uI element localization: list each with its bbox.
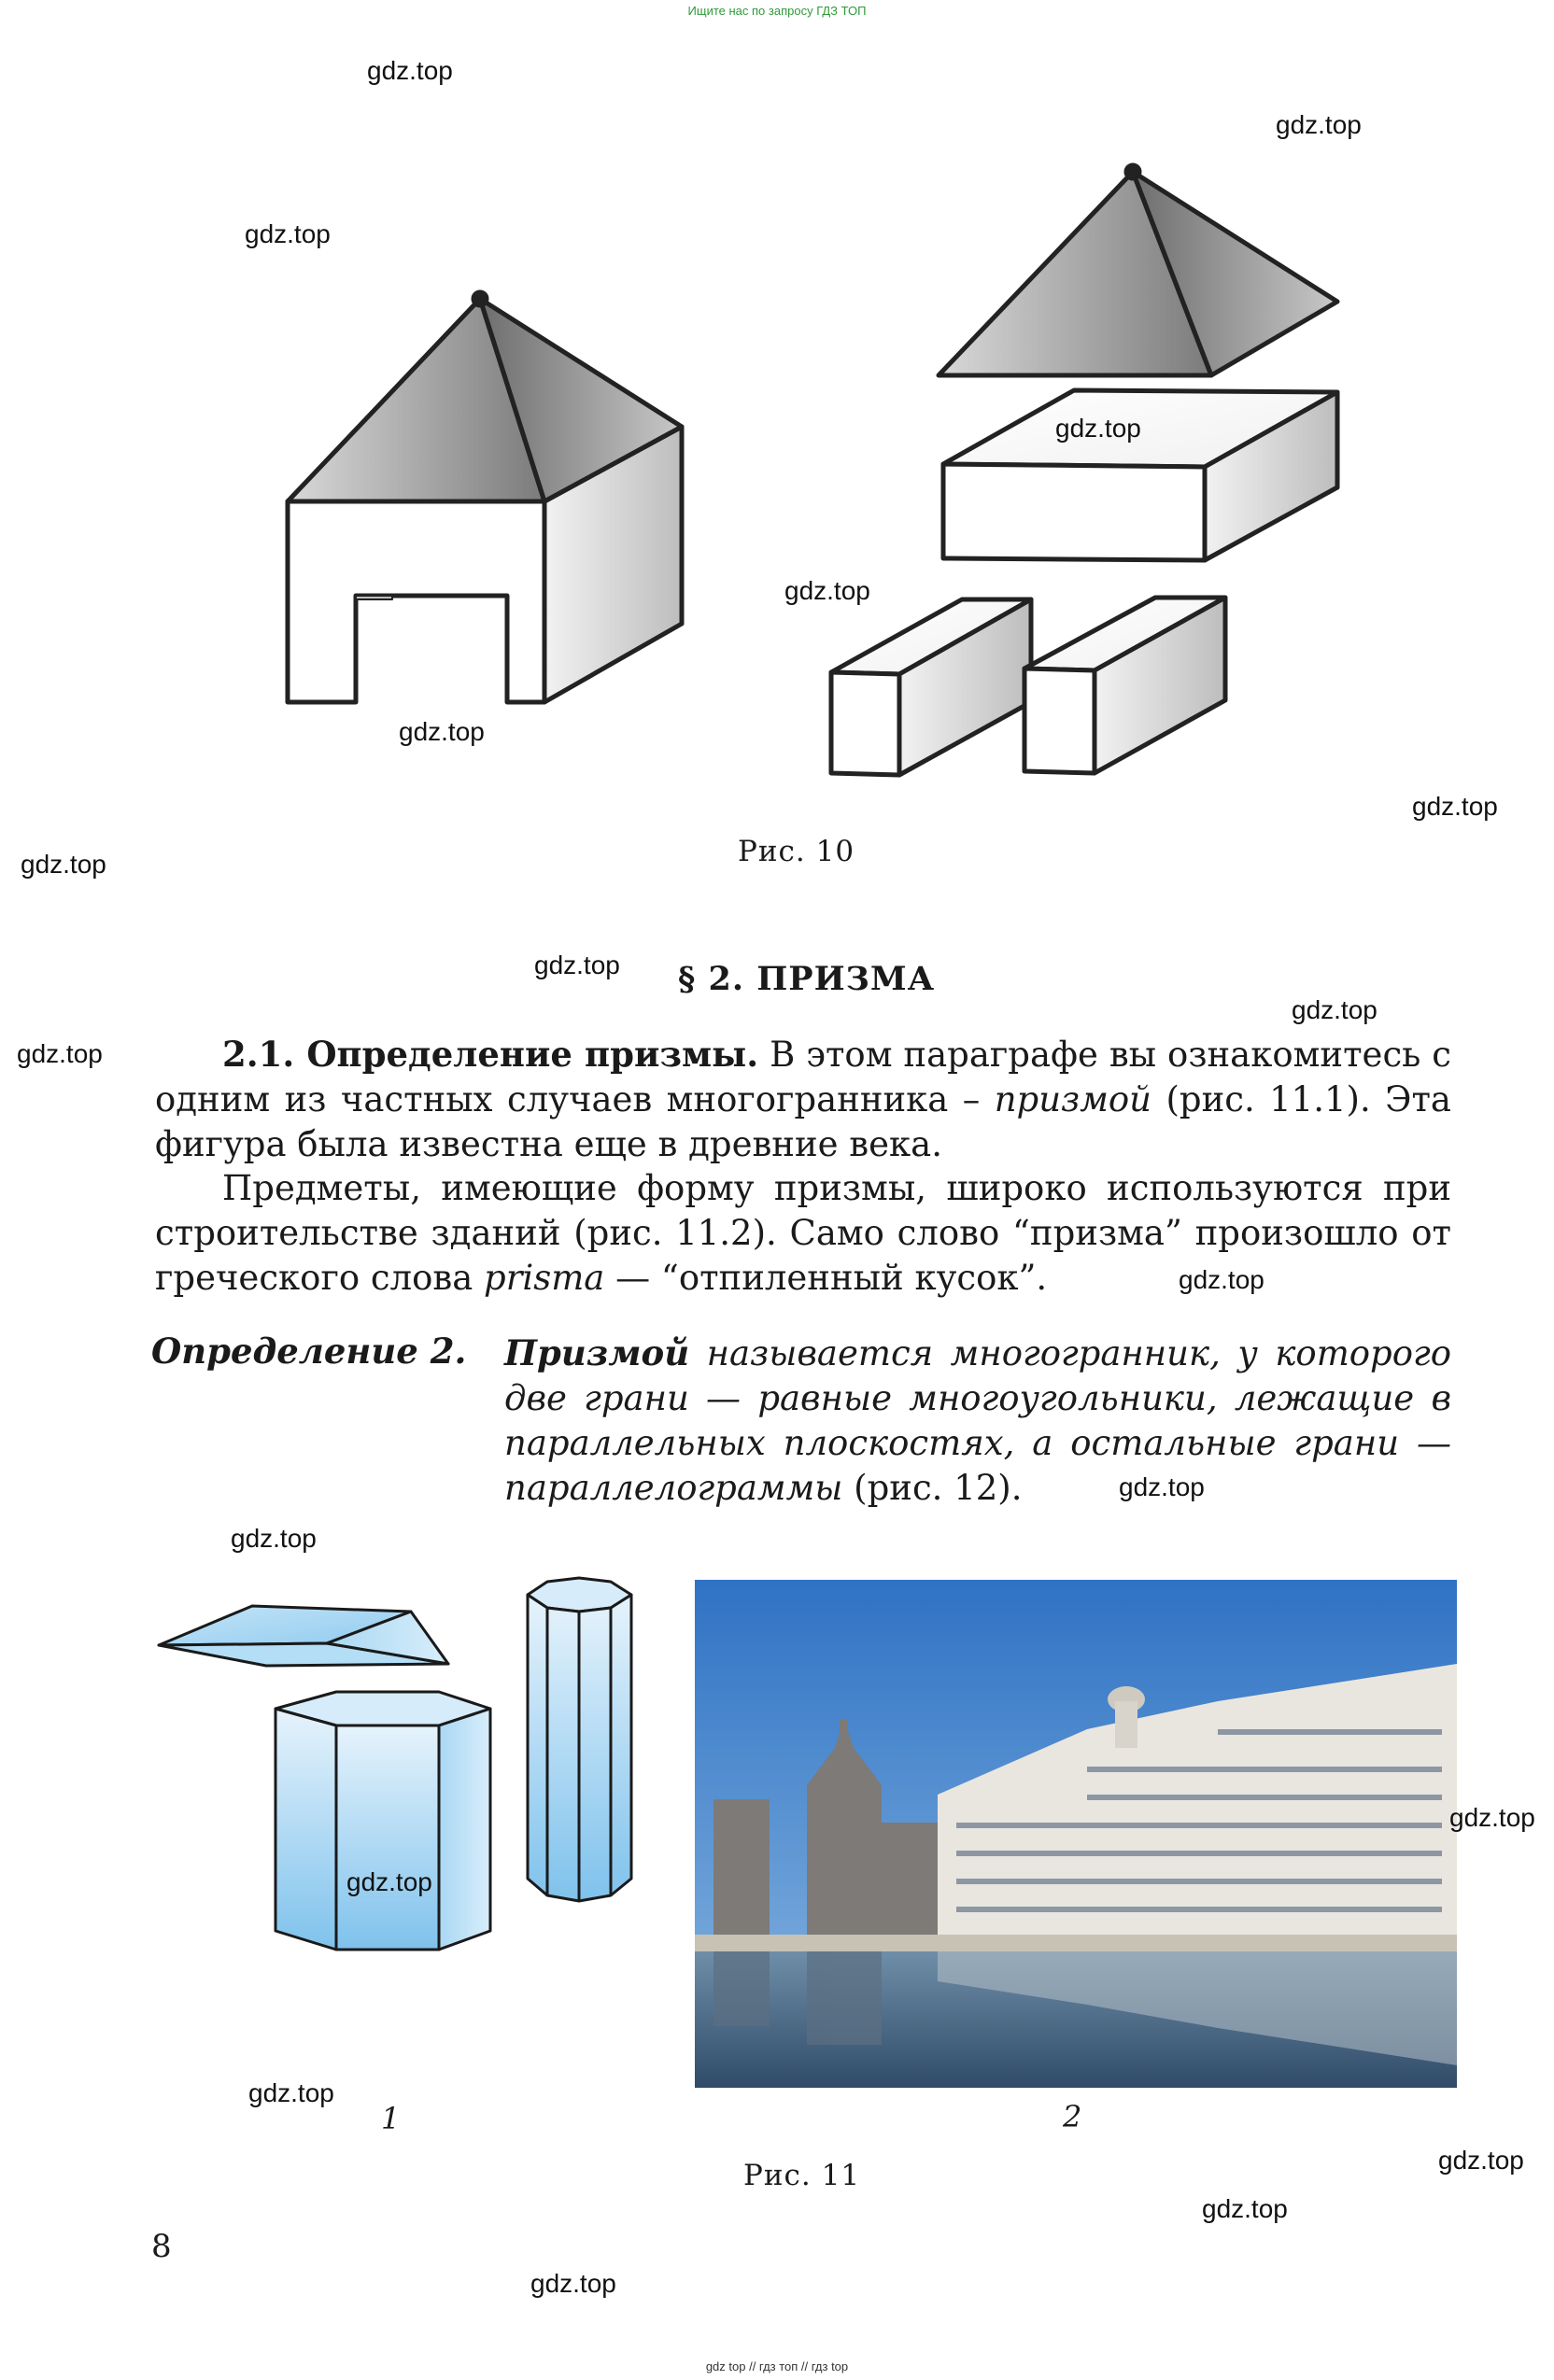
- paragraph-2-text-b: — “отпиленный кусок”.: [604, 1258, 1048, 1298]
- footer-note: gdz top // гдз топ // гдз top: [705, 2359, 849, 2373]
- watermark: gdz.top: [1119, 1472, 1205, 1501]
- definition-body: [504, 1331, 1451, 1511]
- hex-prism-right: [439, 1709, 490, 1950]
- figure-11-sub-1: 1: [381, 2101, 401, 2136]
- house-door-side: [356, 596, 392, 599]
- paragraph-1-heading: 2.1. Определение призмы.: [222, 1034, 759, 1075]
- watermark: gdz.top: [21, 850, 106, 879]
- watermark: gdz.top: [399, 717, 485, 746]
- watermark: gdz.top: [1412, 792, 1498, 821]
- hex-prism-left: [275, 1709, 336, 1950]
- paragraph-2-text-a: Предметы, имеющие форму призмы, широко используются при строительстве зданий (рис. 11.2). Само слово “призма” произошло от греческого слова: [155, 1168, 1451, 1298]
- watermark: gdz.top: [534, 951, 620, 979]
- figure-11-sub-2: 2: [1063, 2099, 1082, 2134]
- watermark: gdz.top: [17, 1039, 103, 1068]
- figure-11-caption: Рис. 11: [743, 2159, 861, 2192]
- bar2-front: [1024, 669, 1095, 773]
- paragraph-1-text-a: В этом параграфе вы ознакомитесь с одним из частных случаев многогранника –: [155, 1035, 1451, 1120]
- definition-label: Определение 2.: [151, 1331, 467, 1372]
- watermark: gdz.top: [1292, 995, 1377, 1024]
- watermark: gdz.top: [248, 2078, 334, 2107]
- hex-prism-mid: [336, 1725, 439, 1950]
- section-title: § 2. ПРИЗМА: [678, 960, 936, 998]
- watermark: gdz.top: [245, 219, 331, 248]
- watermark: gdz.top: [1449, 1803, 1535, 1832]
- page-number: 8: [151, 2228, 172, 2265]
- watermark: gdz.top: [1055, 414, 1141, 443]
- definition-term: Призмой: [504, 1332, 690, 1373]
- watermark: gdz.top: [346, 1867, 432, 1896]
- figure-11-1-prisms: [149, 1569, 672, 2054]
- watermark: gdz.top: [1276, 110, 1362, 139]
- watermark: gdz.top: [231, 1524, 317, 1553]
- watermark: gdz.top: [1438, 2146, 1524, 2175]
- watermark: gdz.top: [1179, 1265, 1264, 1294]
- watermark: gdz.top: [530, 2269, 616, 2298]
- paragraph-1-term: призмой: [994, 1079, 1152, 1120]
- paragraph-1-text-b: (рис. 11.1). Эта фигура была известна еще в древние века.: [155, 1079, 1451, 1164]
- figure-11-2-photo: [695, 1580, 1457, 2088]
- paragraph-2-term: prisma: [484, 1258, 605, 1298]
- bar1-front: [831, 672, 899, 775]
- definition-text: называется многогранник, у которого две грани — равные многоугольники, лежащие в параллельных плоскостях, а остальные грани — параллелограммы: [504, 1333, 1451, 1508]
- watermark: gdz.top: [784, 576, 870, 605]
- figure-10-caption: Рис. 10: [738, 835, 855, 868]
- definition-ref: (рис. 12).: [842, 1468, 1023, 1508]
- box-front: [943, 464, 1205, 560]
- header-note: Ищите нас по запросу ГДЗ ТОП: [687, 4, 867, 18]
- paragraph-1: [155, 1032, 1451, 1167]
- watermark: gdz.top: [367, 56, 453, 85]
- house-front-face: [288, 501, 544, 702]
- watermark: gdz.top: [1202, 2194, 1288, 2223]
